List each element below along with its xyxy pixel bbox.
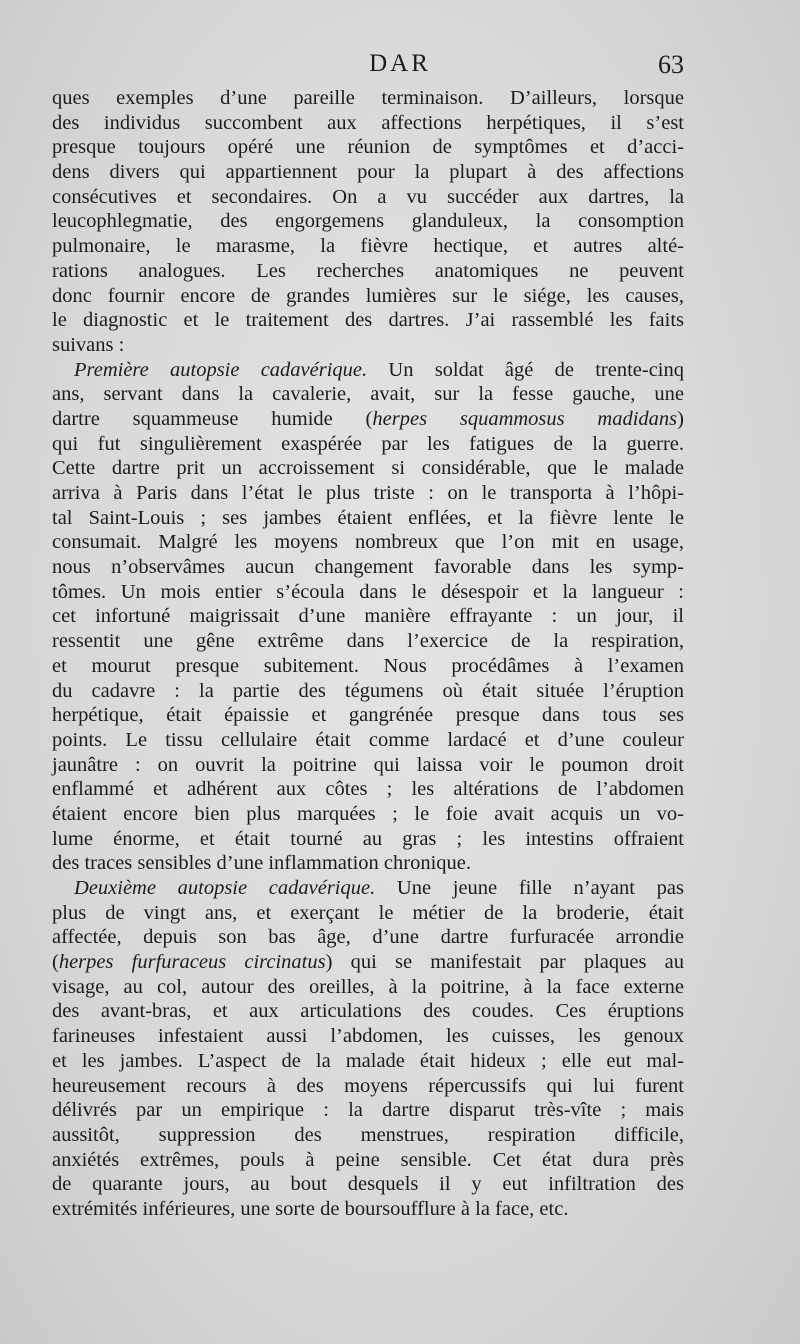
text-line: plus de vingt ans, et exerçant le métier de la broderie, était — [52, 901, 684, 924]
text-line: tômes. Un mois entier s’écoula dans le désespoir et la langueur : — [52, 580, 684, 603]
text-line: et mourut presque subitement. Nous procédâmes à l’examen — [52, 654, 684, 677]
text-line: donc fournir encore de grandes lumières sur le siége, les causes, — [52, 284, 684, 307]
text-line: farineuses infestaient aussi l’abdomen, les cuisses, les genoux — [52, 1025, 684, 1048]
text-line: et les jambes. L’aspect de la malade était hideux ; elle eut mal- — [52, 1049, 684, 1072]
text-line: anxiétés extrêmes, pouls à peine sensible. Cet état dura près — [52, 1148, 684, 1171]
text-line: leucophlegmatie, des engorgemens glanduleux, la consomption — [52, 210, 684, 233]
text-line: cet infortuné maigrissait d’une manière effrayante : un jour, il — [52, 605, 684, 628]
running-head — [0, 50, 800, 84]
italic-text: herpes squammosus madidans — [372, 407, 678, 430]
text-line: rations analogues. Les recherches anatomiques ne peuvent — [52, 259, 684, 282]
text-line: jaunâtre : on ouvrit la poitrine qui laissa voir le poumon droit — [52, 753, 684, 776]
page-number: 63 — [658, 50, 684, 79]
italic-text: herpes furfuraceus circinatus — [58, 951, 326, 974]
text-line: enflammé et adhérent aux côtes ; les altérations de l’abdomen — [52, 778, 684, 801]
text-line: pulmonaire, le marasme, la fièvre hectique, et autres alté- — [52, 235, 684, 258]
text-line: le diagnostic et le traitement des dartres. J’ai rassemblé les faits — [52, 309, 684, 332]
italic-text: Première autopsie cadavérique. — [74, 358, 368, 381]
text-line: qui fut singulièrement exaspérée par les fatigues de la guerre. — [52, 432, 684, 455]
text-line: herpétique, était épaissie et gangrénée presque dans tous ses — [52, 704, 684, 727]
running-title: DAR — [369, 50, 431, 77]
text-line: des individus succombent aux affections herpétiques, il s’est — [52, 111, 684, 134]
text-line: presque toujours opéré une réunion de symptômes et d’acci- — [52, 136, 684, 159]
text-line: extrémités inférieures, une sorte de boursoufflure à la face, etc. — [52, 1197, 569, 1220]
text-line: des traces sensibles d’une inflammation chronique. — [52, 852, 471, 875]
text-line: tal Saint-Louis ; ses jambes étaient enflées, et la fièvre lente le — [52, 506, 684, 529]
text-line: étaient encore bien plus marquées ; le foie avait acquis un vo- — [52, 802, 684, 825]
text-line: points. Le tissu cellulaire était comme lardacé et d’une couleur — [52, 728, 684, 751]
text-line: Cette dartre prit un accroissement si considérable, que le malade — [52, 457, 684, 480]
text-line: visage, au col, autour des oreilles, à la poitrine, à la face externe — [52, 975, 684, 998]
text-line: affectée, depuis son bas âge, d’une dartre furfuracée arrondie — [52, 926, 684, 949]
text-line: ques exemples d’une pareille terminaison. D’ailleurs, lorsque — [52, 87, 684, 109]
text-line: heureusement recours à des moyens répercussifs qui lui furent — [52, 1074, 684, 1097]
text-line: ressentit une gêne extrême dans l’exercice de la respiration, — [52, 630, 684, 653]
text-line: des avant-bras, et aux articulations des coudes. Ces éruptions — [52, 1000, 684, 1023]
text-line: dartre squammeuse humide (herpes squammosus madidans) — [52, 407, 684, 430]
text-line: aussitôt, suppression des menstrues, respiration difficile, — [52, 1123, 684, 1146]
italic-text: Deuxième autopsie cadavérique. — [74, 877, 376, 899]
text-line: suivans : — [52, 333, 125, 356]
text-line: arriva à Paris dans l’état le plus triste : on le transporta à l’hôpi- — [52, 482, 684, 504]
text-line: lume énorme, et était tourné au gras ; les intestins offraient — [52, 827, 684, 850]
text-line: Deuxième autopsie cadavérique. Une jeune fille n’ayant pas — [74, 877, 684, 899]
text-line: dens divers qui appartiennent pour la plupart à des affections — [52, 161, 684, 184]
body-text — [52, 86, 684, 1222]
text-line: (herpes furfuraceus circinatus) qui se manifestait par plaques au — [52, 951, 684, 974]
text-line: consumait. Malgré les moyens nombreux que l’on mit en usage, — [52, 531, 684, 554]
text-line: délivrés par un empirique : la dartre disparut très-vîte ; mais — [52, 1099, 684, 1122]
text-line: consécutives et secondaires. On a vu succéder aux dartres, la — [52, 185, 684, 208]
text-line: Première autopsie cadavérique. Un soldat âgé de trente-cinq — [74, 358, 684, 381]
text-line: de quarante jours, au bout desquels il y eut infiltration des — [52, 1173, 684, 1196]
text-line: ans, servant dans la cavalerie, avait, sur la fesse gauche, une — [52, 383, 684, 406]
text-line: nous n’observâmes aucun changement favorable dans les symp- — [52, 556, 684, 579]
text-line: du cadavre : la partie des tégumens où était située l’éruption — [52, 679, 684, 702]
